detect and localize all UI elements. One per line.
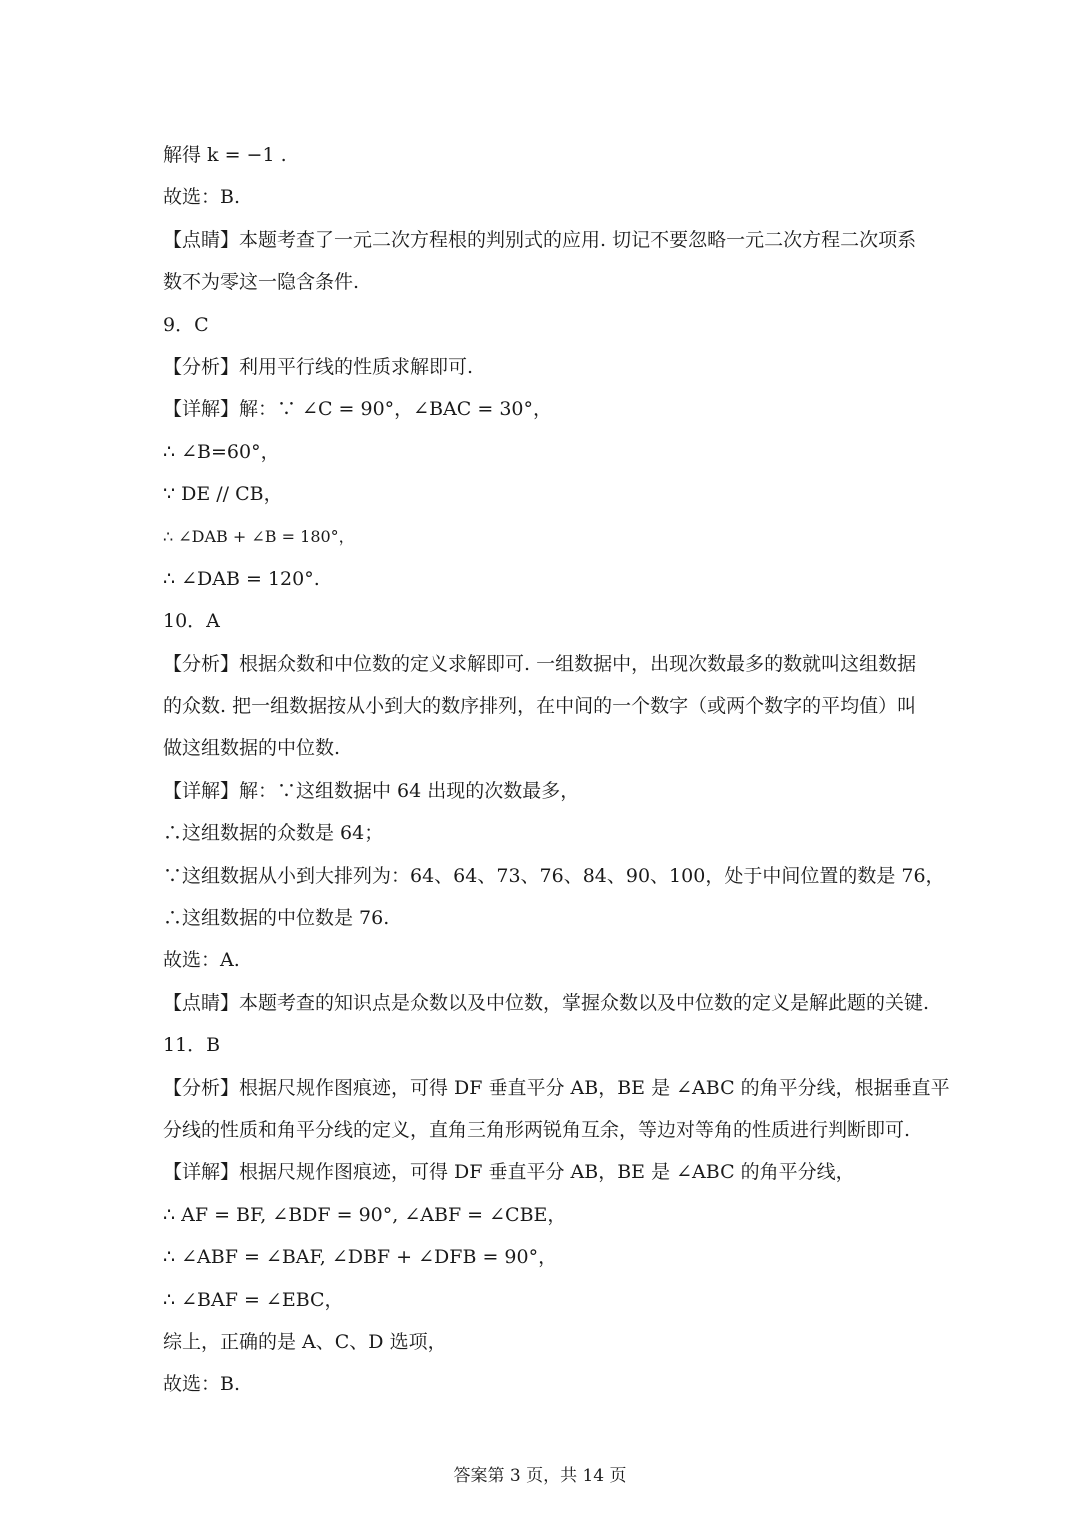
math-line: ∴ ∠BAF = ∠EBC， xyxy=(163,1288,344,1311)
math-line: ∴ ∠B=60°， xyxy=(163,440,280,463)
text-line: 【详解】解：∵这组数据中 64 出现的次数最多， xyxy=(163,779,580,802)
text-line: 【分析】利用平行线的性质求解即可. xyxy=(163,355,474,378)
text-line: 做这组数据的中位数. xyxy=(163,737,341,760)
text-line: 分线的性质和角平分线的定义，直角三角形两锐角互余，等边对等角的性质进行判断即可. xyxy=(163,1118,911,1141)
text-line: 故选：B. xyxy=(163,186,241,209)
math-line: ∴ ∠ABF = ∠BAF, ∠DBF + ∠DFB = 90°， xyxy=(163,1246,558,1269)
text-line: 综上，正确的是 A、C、D 选项， xyxy=(163,1330,447,1353)
math-line: ∵ DE // CB， xyxy=(163,483,283,506)
page-footer: 答案第 3 页，共 14 页 xyxy=(453,1466,627,1486)
text-line: 【分析】根据尺规作图痕迹，可得 DF 垂直平分 AB，BE 是 ∠ABC 的角平分线，根据垂直平 xyxy=(163,1076,950,1099)
text-line: 【点睛】本题考查了一元二次方程根的判别式的应用. 切记不要忽略一元二次方程二次项系 xyxy=(163,228,917,251)
text-line: 解得 k = −1 . xyxy=(163,144,287,166)
text-line: 【分析】根据众数和中位数的定义求解即可. 一组数据中，出现次数最多的数就叫这组数据 xyxy=(163,652,917,675)
text-line: ∴这组数据的众数是 64； xyxy=(163,822,384,845)
question-number: 9．C xyxy=(163,313,209,336)
text-line: 【点睛】本题考查的知识点是众数以及中位数，掌握众数以及中位数的定义是解此题的关键. xyxy=(163,991,930,1014)
text-line: 数不为零这一隐含条件. xyxy=(163,271,360,294)
math-line: ∴ AF = BF, ∠BDF = 90°, ∠ABF = ∠CBE， xyxy=(163,1203,567,1226)
question-number: 11．B xyxy=(163,1034,221,1057)
text-line: ∵这组数据从小到大排列为：64、64、73、76、84、90、100，处于中间位置的数是 76， xyxy=(163,864,945,887)
text-line: 故选：B. xyxy=(163,1373,241,1396)
text-line: 的众数. 把一组数据按从小到大的数序排列，在中间的一个数字（或两个数字的平均值）叫 xyxy=(163,695,917,718)
math-line: ∴ ∠DAB + ∠B = 180°， xyxy=(163,526,355,546)
math-line: ∴ ∠DAB = 120°. xyxy=(163,567,320,590)
question-number: 10．A xyxy=(163,610,220,633)
text-line: ∴这组数据的中位数是 76. xyxy=(163,907,390,930)
text-line: 【详解】根据尺规作图痕迹，可得 DF 垂直平分 AB，BE 是 ∠ABC 的角平分线， xyxy=(163,1161,855,1184)
text-line: 【详解】解：∵ ∠C = 90°，∠BAC = 30°， xyxy=(163,398,552,421)
text-line: 故选：A. xyxy=(163,949,240,972)
answer-content xyxy=(163,134,950,1406)
